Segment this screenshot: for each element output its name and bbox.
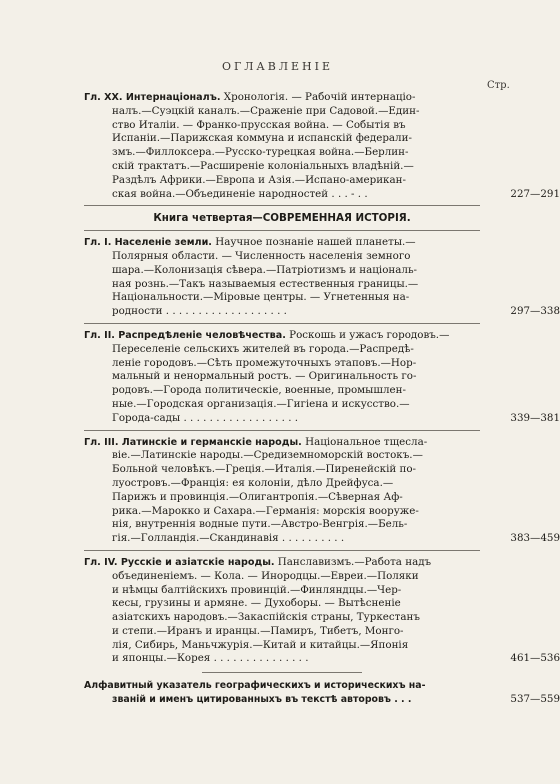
page-range: 297—338 xyxy=(510,305,560,318)
toc-entry-index xyxy=(84,679,560,707)
chapter-title: Интернаціоналъ. xyxy=(125,92,221,103)
toc-line: родности . . . . . . . . . . . . . . . . . . . xyxy=(112,305,287,318)
toc-line: гія.—Голландія.—Скандинавія . . . . . . . . . . xyxy=(112,532,345,545)
divider xyxy=(84,430,480,431)
divider xyxy=(84,230,480,231)
toc-line: Панславизмъ.—Работа надъ xyxy=(277,555,432,568)
page-heading: ОГЛАВЛЕНІЕ xyxy=(221,60,334,73)
toc-line: родовъ.—Города политическіе, военные, промышлен- xyxy=(112,384,406,397)
book-title: Книга четвертая—СОВРЕМЕННАЯ ИСТОРІЯ. xyxy=(153,212,411,225)
page-range: 339—381 xyxy=(510,411,560,424)
page-range: 461—536 xyxy=(510,652,560,665)
page-range: 383—459 xyxy=(510,532,560,545)
toc-line: Города-сады . . . . . . . . . . . . . . . . . . xyxy=(112,411,299,424)
toc-entry-chapter-3 xyxy=(84,435,560,546)
pages-column-header: Стр. xyxy=(487,80,510,91)
chapter-number: Гл. II. xyxy=(84,329,115,341)
toc-line: лія, Сибирь, Маньчжурія.—Китай и китайцы.—Японія xyxy=(112,638,409,651)
toc-line: рика.—Марокко и Сахара.—Германія: морскія вооруже- xyxy=(112,504,419,517)
chapter-title: Латинскіе и германскіе народы. xyxy=(121,436,302,448)
toc-line: и нѣмцы балтійскихъ провинцій.—Финляндцы.—Чер- xyxy=(112,583,402,596)
page-range: 537—559 xyxy=(510,693,560,706)
toc-line: ство Италіи. — Франко-прусская война. — Событія въ xyxy=(112,118,406,131)
chapter-title: Населеніе земли. xyxy=(114,237,212,249)
chapter-title: Русскіе и азіатскіе народы. xyxy=(120,556,275,568)
toc-entry-chapter-20 xyxy=(84,91,560,201)
toc-line: нія, внутреннія водные пути.—Австро-Венгрія.—Бель- xyxy=(112,518,408,531)
divider xyxy=(84,205,480,206)
table-of-contents xyxy=(84,91,560,707)
toc-line: объединеніемъ. — Кола. — Инородцы.—Евреи.—Поляки xyxy=(112,569,419,582)
chapter-number: Гл. I. xyxy=(84,237,112,249)
chapter-number: Гл. III. xyxy=(84,436,119,448)
toc-line: Національное тщесла- xyxy=(305,435,428,448)
toc-line: Раздѣлъ Африки.—Европа и Азія.—Испано-американ- xyxy=(112,173,406,186)
toc-line: віе.—Латинскіе народы.—Средиземноморскій востокъ.— xyxy=(112,449,423,462)
toc-line: Національности.—Міровые центры. — Угнетенныя на- xyxy=(112,291,410,304)
toc-line: скій трактатъ.—Расширеніе колоніальныхъ владѣній.— xyxy=(112,159,414,172)
toc-line: Алфавитный указатель географическихъ и историческихъ на- xyxy=(84,680,426,692)
toc-line: Хронологія. — Рабочій интернаціо- xyxy=(223,91,416,103)
toc-line: шара.—Колонизація сѣвера.—Патріотизмъ и національ- xyxy=(112,263,418,276)
toc-entry-chapter-2 xyxy=(84,328,560,426)
divider xyxy=(84,323,480,324)
toc-line: луостровъ.—Франція: ея колоніи, дѣло Дрейфуса.— xyxy=(112,476,394,489)
toc-line: ная рознь.—Такъ называемыя естественныя границы.— xyxy=(112,277,419,290)
toc-line: мальный и ненормальный ростъ. — Оригинальность го- xyxy=(112,370,417,383)
toc-line: кесы, грузины и армяне. — Духоборы. — Вытѣсненіе xyxy=(112,597,401,610)
toc-line: Больной человѣкъ.—Греція.—Италія.—Пиренейскій по- xyxy=(112,463,417,476)
divider xyxy=(202,672,362,673)
toc-line: званій и именъ цитированныхъ въ текстѣ авторовъ . . . xyxy=(112,694,412,706)
toc-line: и японцы.—Корея . . . . . . . . . . . . . . . xyxy=(112,652,309,665)
toc-line: ская война.—Объединеніе народностей . . . - . . xyxy=(112,187,368,200)
toc-line: и степи.—Иранъ и иранцы.—Памиръ, Тибетъ, Монго- xyxy=(112,624,404,637)
toc-line: ные.—Городская организація.—Гигіена и искусство.— xyxy=(112,397,410,410)
toc-entry-chapter-4 xyxy=(84,555,560,666)
toc-line: Полярныя области. — Численность населенія земного xyxy=(112,249,411,262)
toc-line: Испаніи.—Парижская коммуна и испанскій федерали- xyxy=(112,132,412,145)
toc-line: Переселеніе сельскихъ жителей въ города.—Распредѣ- xyxy=(112,342,414,355)
chapter-number: Гл. IV. xyxy=(84,556,118,568)
toc-line: леніе городовъ.—Сѣть промежуточныхъ этаповъ.—Нор- xyxy=(112,356,417,369)
page-range: 227—291 xyxy=(510,187,560,200)
toc-line: налъ.—Суэцкій каналъ.—Сраженіе при Садовой.—Един- xyxy=(112,104,420,117)
toc-line: Роскошь и ужасъ городовъ.— xyxy=(289,328,450,341)
toc-line: змъ.—Филлоксера.—Русско-турецкая война.—Берлин- xyxy=(112,146,409,159)
chapter-number: Гл. XX. xyxy=(84,92,123,103)
toc-entry-chapter-1 xyxy=(84,236,560,319)
toc-line: Парижъ и провинція.—Олигантропія.—Сѣверная Аф- xyxy=(112,490,403,503)
chapter-title: Распредѣленіе человѣчества. xyxy=(118,329,286,341)
toc-line: азіатскихъ народовъ.—Закаспійскія страны, Туркестанъ xyxy=(112,611,420,624)
divider xyxy=(84,550,480,551)
toc-line: Научное познаніе нашей планеты.— xyxy=(215,236,416,249)
